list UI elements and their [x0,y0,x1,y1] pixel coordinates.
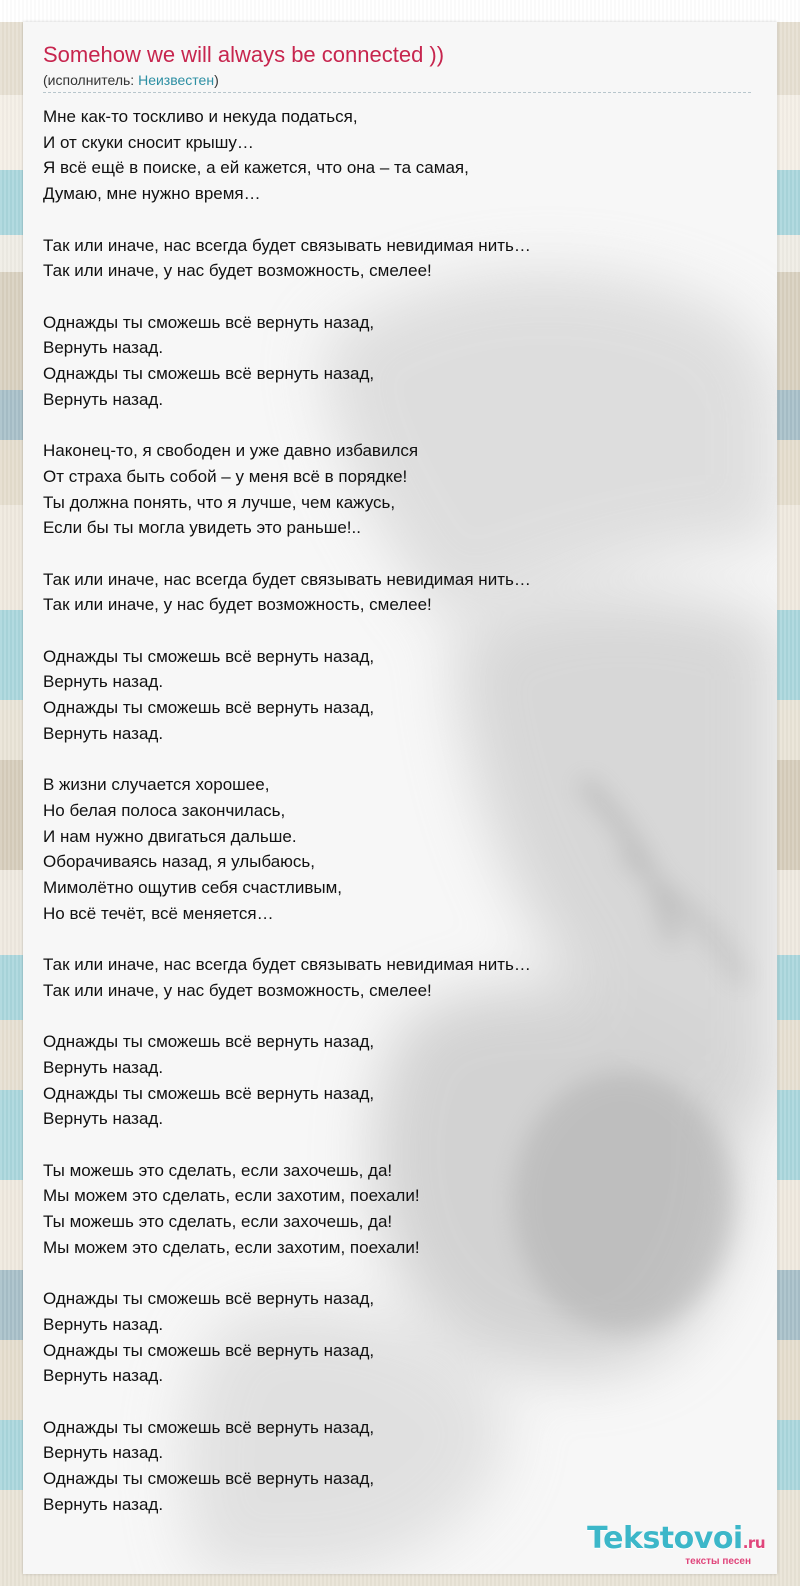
lyric-line: Однажды ты сможешь всё вернуть назад, [43,312,375,332]
lyric-line: Так или иначе, нас всегда будет связывать невидимая нить… [43,955,531,975]
lyric-line: Вернуть назад. [43,1443,164,1463]
lyric-line: Однажды ты сможешь всё вернуть назад, [43,364,375,383]
stanza [43,310,743,413]
artist-prefix: (исполнитель: [43,72,139,88]
stanza [43,233,743,284]
lyric-line: Вернуть назад. [43,723,164,743]
lyric-line: Вернуть назад. [43,1314,164,1334]
lyric-line: Однажды ты сможешь всё вернуть назад, [43,1469,375,1489]
lyric-line: Ты можешь это сделать, если захочешь, да! [43,1212,393,1232]
lyric-line: Ты можешь это сделать, если захочешь, да! [43,1160,393,1180]
lyric-line: Мимолётно ощутив себя счастливым, [43,878,342,897]
lyric-line: Вернуть назад. [43,1057,164,1077]
artist-suffix: ) [214,72,219,88]
title-divider [43,92,751,93]
lyric-line: Однажды ты сможешь всё вернуть назад, [43,698,375,718]
lyric-line: Вернуть назад. [43,1109,164,1129]
lyric-line: Однажды ты сможешь всё вернуть назад, [43,1083,375,1103]
lyric-line: Мы можем это сделать, если захотим, поехали! [43,1237,420,1257]
lyric-line: Так или иначе, нас всегда будет связывать невидимая нить… [43,235,531,255]
logo-tld: .ru [742,1534,765,1552]
lyric-line: Ты должна понять, что я лучше, чем кажусь, [43,492,396,512]
stanza [43,104,743,207]
logo-tagline: тексты песен [685,1556,751,1567]
lyric-line: В жизни случается хорошее, [43,775,270,795]
lyric-line: Но белая полоса закончилась, [43,800,286,820]
lyric-line: Однажды ты сможешь всё вернуть назад, [43,646,375,666]
stanza [43,772,743,926]
lyric-line: Вернуть назад. [43,389,164,409]
artist-line [43,72,219,88]
lyric-line: Однажды ты сможешь всё вернуть назад, [43,1340,375,1360]
lyrics-card [23,22,777,1574]
logo-wordmark [587,1523,765,1559]
lyric-line: Однажды ты сможешь всё вернуть назад, [43,1417,375,1437]
stanza [43,438,743,541]
lyric-line: Я всё ещё в поиске, а ей кажется, что она – та самая, [43,158,469,178]
lyric-line: Думаю, мне нужно время… [43,184,261,204]
lyric-line: Однажды ты сможешь всё вернуть назад, [43,1289,375,1309]
lyric-line: Оборачиваясь назад, я улыбаюсь, [43,852,315,872]
stanza [43,1158,743,1261]
stanza [43,1415,743,1518]
stanza [43,1029,743,1132]
artist-link[interactable]: Неизвестен [138,72,215,88]
stanza [43,567,743,618]
lyric-line: Однажды ты сможешь всё вернуть назад, [43,1032,375,1052]
stanza [43,952,743,1003]
stanza [43,644,743,747]
lyric-line: Так или иначе, у нас будет возможность, смелее! [43,980,432,1000]
lyric-line: Если бы ты могла увидеть это раньше!.. [43,518,361,538]
lyrics-text [43,104,743,1518]
lyric-line: Вернуть назад. [43,672,164,692]
lyric-line: Так или иначе, у нас будет возможность, смелее! [43,261,432,281]
lyric-line: Наконец-то, я свободен и уже давно избавился [43,441,419,461]
stanza [43,1286,743,1389]
lyric-line: Но всё течёт, всё меняется… [43,903,274,923]
lyric-line: От страха быть собой – у меня всё в порядке! [43,466,408,486]
site-logo[interactable] [587,1523,765,1568]
logo-name: Tekstovoi [587,1521,743,1556]
lyric-line: Мне как-то тоскливо и некуда податься, [43,107,358,126]
song-title: Somehow we will always be connected )) [43,42,445,67]
lyric-line: Вернуть назад. [43,1494,164,1514]
lyric-line: Вернуть назад. [43,338,164,358]
lyric-line: И от скуки сносит крышу… [43,132,254,152]
lyric-line: Мы можем это сделать, если захотим, поехали! [43,1186,420,1206]
lyric-line: И нам нужно двигаться дальше. [43,826,297,846]
lyric-line: Вернуть назад. [43,1366,164,1386]
lyric-line: Так или иначе, у нас будет возможность, смелее! [43,595,432,615]
lyric-line: Так или иначе, нас всегда будет связывать невидимая нить… [43,569,531,589]
